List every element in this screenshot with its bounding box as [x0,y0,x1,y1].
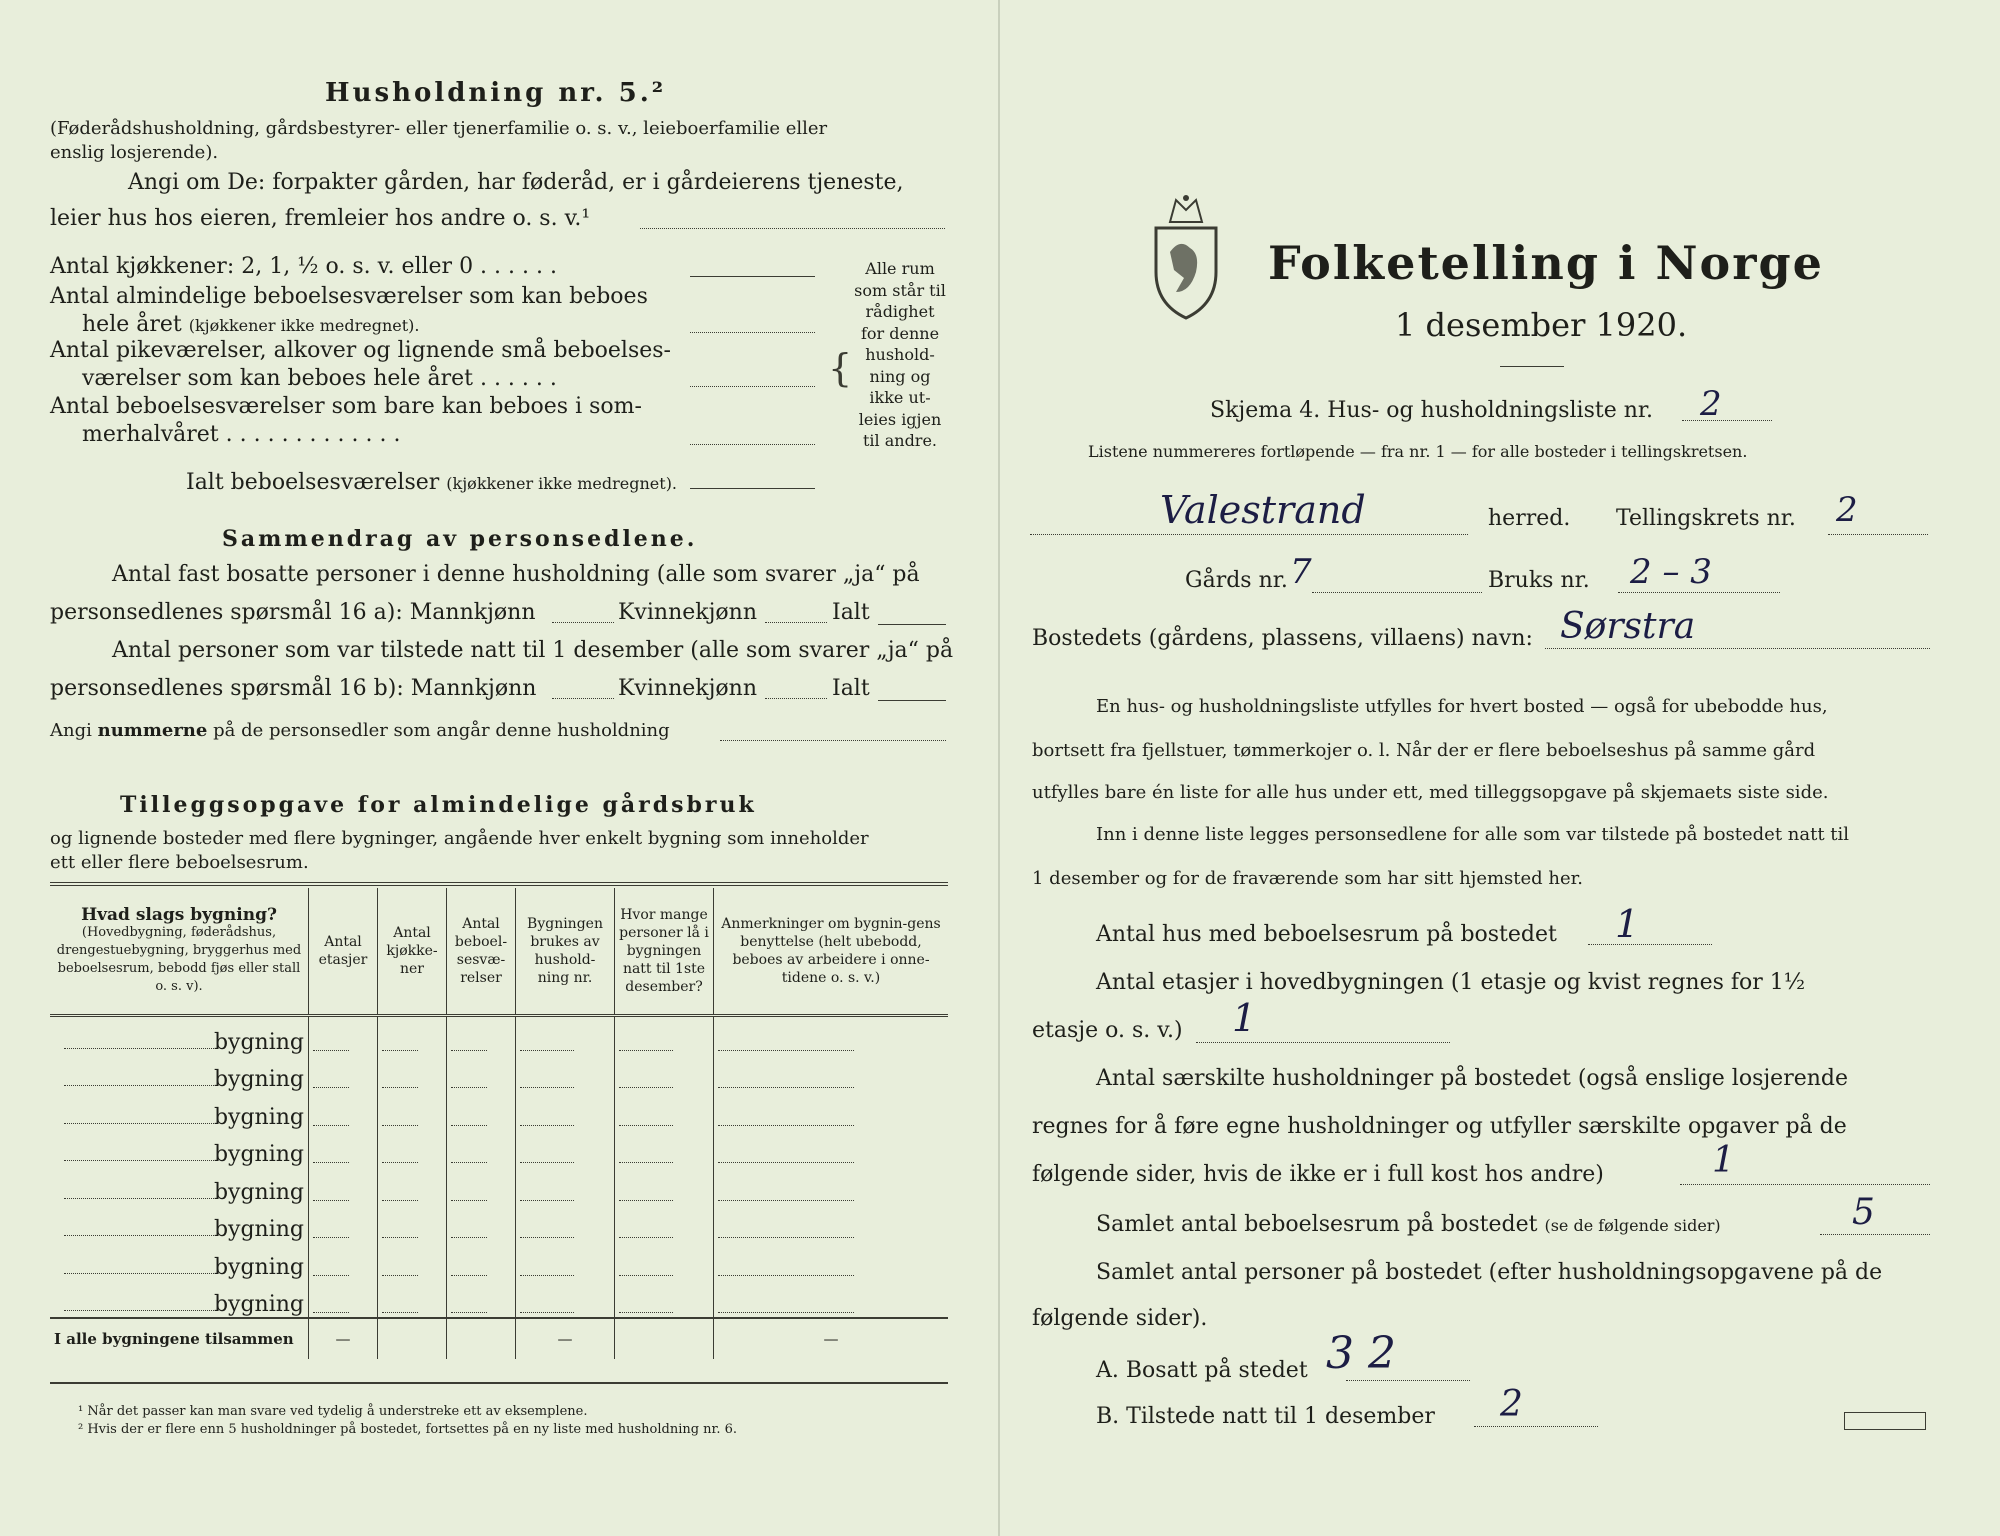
cell-line [520,1312,574,1313]
col-husholdning: Bygningen brukes av hushold-ning nr. [516,888,615,1016]
etasjer-field [1196,1042,1450,1043]
alm-label-1: Antal almindelige beboelsesværelser som kan beboes [50,284,648,309]
tilst-line-1: Antal personer som var tilstede natt til 1 desember (alle som svarer „ja“ på [112,638,954,663]
para-2: bortsett fra fjellstuer, tømmerkojer o. l. Når der er flere beboelseshus på samme gård [1032,740,1816,761]
para-3: utfylles bare én liste for alle hus under ett, med tilleggsopgave på skjemaets siste side. [1032,782,1829,803]
cell-line [718,1237,854,1238]
table-cell[interactable] [714,1055,949,1093]
samlet-rum-value[interactable]: 5 [1852,1192,1875,1233]
building-table [50,888,948,1359]
cell-line [619,1275,673,1276]
table-row [50,1280,948,1319]
alm-label-2: hele året (kjøkkener ikke medregnet). [82,312,420,337]
building-type-field[interactable] [64,1235,214,1236]
samlet-rum-field [1820,1234,1930,1235]
building-type-field[interactable] [64,1160,214,1161]
building-type-field[interactable] [64,1310,214,1311]
cell-line [619,1050,673,1051]
table-cell[interactable] [615,1130,714,1168]
table-cell[interactable] [309,1092,378,1130]
table-cell[interactable] [378,1055,447,1093]
table-cell[interactable] [378,1130,447,1168]
building-row-label: bygning [213,1254,304,1280]
pike-label-1: Antal pikeværelser, alkover og lignende små beboelses- [50,338,671,363]
tilstede-field [1474,1426,1598,1427]
cell-line [520,1050,574,1051]
building-type-field[interactable] [64,1048,214,1049]
cell-line [619,1200,673,1201]
angi-answer-line[interactable] [640,228,945,229]
sommer-field[interactable] [690,444,815,445]
cell-line [520,1200,574,1201]
table-cell[interactable] [309,1280,378,1319]
table-cell[interactable] [516,1130,615,1168]
etasjer-line-2: etasje o. s. v.) [1032,1018,1183,1043]
kjokkener-field[interactable] [690,276,815,277]
pike-label-2: værelser som kan beboes hele året . . . . . . [82,366,557,391]
sum-row [50,1318,948,1359]
hus-field [1588,944,1712,945]
table-top-rule [50,882,948,886]
building-type-cell[interactable] [50,1055,309,1093]
cell-line [619,1125,673,1126]
skjema-field [1682,420,1772,421]
cell-line [451,1275,487,1276]
building-type-cell[interactable] [50,1016,309,1055]
cell-line [619,1087,673,1088]
building-type-cell[interactable] [50,1130,309,1168]
table-row [50,1092,948,1130]
table-cell[interactable] [378,1205,447,1243]
alm-field[interactable] [690,332,815,333]
pike-field[interactable] [690,386,815,387]
table-cell[interactable] [615,1016,714,1055]
side-note: Alle rum som står til rådighet for denne hushold- ning og ikke ut- leies igjen til andre. [854,259,946,450]
cell-line [718,1125,854,1126]
hus-label: Antal hus med beboelsesrum på bostedet [1096,922,1557,947]
samlet-rum-label: Samlet antal beboelsesrum på bostedet (se de følgende sider) [1096,1212,1721,1237]
para-4: Inn i denne liste legges personsedlene for alle som var tilstede på bostedet natt til [1096,824,1850,845]
col-anmerkninger: Anmerkninger om bygnin-gens benyttelse (helt ubebodd, beboes av arbeidere i onne-tidene o. s. v.) [714,888,949,1016]
table-cell[interactable] [447,1280,516,1319]
cell-line [718,1275,854,1276]
fast-line-2: personsedlenes spørsmål 16 a): Mannkjønn [50,600,536,625]
cell-line [520,1237,574,1238]
cell-line [718,1050,854,1051]
census-title: Folketelling i Norge [1268,236,1824,290]
footnote-1: ¹ Når det passer kan man svare ved tydelig å understreke ett av eksemplene. [78,1404,588,1419]
table-cell[interactable] [615,1167,714,1205]
building-type-cell[interactable] [50,1092,309,1130]
right-page [1000,0,2000,1536]
tilst-ialt-field[interactable] [878,700,946,701]
bosatt-label: A. Bosatt på stedet [1096,1358,1308,1383]
table-cell[interactable] [447,1130,516,1168]
cell-line [313,1237,349,1238]
table-cell[interactable] [516,1242,615,1280]
census-date: 1 desember 1920. [1395,306,1688,344]
cell-line [382,1125,418,1126]
table-cell[interactable] [615,1055,714,1093]
building-row-label: bygning [213,1179,304,1205]
tilst-ialt-label: Ialt [832,676,870,701]
para-5: 1 desember og for de fraværende som har sitt hjemsted her. [1032,868,1583,889]
cell-line [520,1087,574,1088]
cell-line [451,1312,487,1313]
building-type-field[interactable] [64,1273,214,1274]
table-cell[interactable] [378,1280,447,1319]
krets-value[interactable]: 2 [1836,490,1858,530]
skjema-value[interactable]: 2 [1700,384,1722,424]
sum-anmerkninger: — [714,1318,949,1359]
para-1: En hus- og husholdningsliste utfylles for hvert bosted — også for ubebodde hus, [1096,696,1828,717]
gards-label: Gårds nr. [1185,568,1288,593]
cell-line [718,1312,854,1313]
cell-line [619,1237,673,1238]
sommer-label-1: Antal beboelsesværelser som bare kan beboes i som- [50,394,642,419]
table-cell[interactable] [615,1092,714,1130]
sum-label: I alle bygningene tilsammen [50,1318,309,1359]
sammendrag-title: Sammendrag av personsedlene. [222,526,698,552]
bruks-field [1618,592,1780,593]
table-cell[interactable] [516,1280,615,1319]
table-cell[interactable] [447,1167,516,1205]
sum-husholdning: — [516,1318,615,1359]
cell-line [313,1312,349,1313]
cell-line [451,1087,487,1088]
table-cell[interactable] [714,1205,949,1243]
table-cell[interactable] [615,1242,714,1280]
table-cell[interactable] [447,1205,516,1243]
table-cell[interactable] [309,1016,378,1055]
sommer-label-2: merhalvåret . . . . . . . . . . . . . [82,422,401,447]
fast-kv-field[interactable] [765,622,827,623]
tilst-line-2: personsedlenes spørsmål 16 b): Mannkjønn [50,676,537,701]
hush-line-3: følgende sider, hvis de ikke er i full kost hos andre) [1032,1162,1604,1187]
fast-kv-label: Kvinnekjønn [618,600,757,625]
cell-line [313,1087,349,1088]
bosted-field [1545,648,1930,649]
skjema-label: Skjema 4. Hus- og husholdningsliste nr. [1210,398,1653,423]
table-row [50,1016,948,1055]
cell-line [313,1200,349,1201]
table-cell[interactable] [516,1167,615,1205]
building-type-cell[interactable] [50,1205,309,1243]
cell-line [619,1312,673,1313]
gards-field [1312,592,1482,593]
numre-field[interactable] [720,740,946,741]
table-row [50,1242,948,1280]
bosatt-value[interactable]: 3 2 [1326,1328,1396,1379]
cell-line [451,1200,487,1201]
printer-stamp [1844,1412,1926,1430]
title-rule [1500,366,1564,367]
table-row [50,1055,948,1093]
table-cell[interactable] [516,1092,615,1130]
table-cell[interactable] [378,1092,447,1130]
hush-line-1: Antal særskilte husholdninger på bostedet (også enslige losjerende [1096,1066,1849,1091]
tilst-kv-field[interactable] [765,698,827,699]
ialt-field[interactable] [690,488,815,489]
bosted-value[interactable]: Sørstra [1560,606,1696,647]
cell-line [313,1275,349,1276]
table-cell[interactable] [714,1167,949,1205]
cell-line [520,1275,574,1276]
cell-line [451,1125,487,1126]
table-cell[interactable] [714,1092,949,1130]
kjokkener-label: Antal kjøkkener: 2, 1, ½ o. s. v. eller 0 . . . . . . [50,254,557,279]
col-hvad: Hvad slags bygning? (Hovedbygning, føderådshus, drengestuebygning, bryggerhus med beboelsesrum, bebodd fjøs eller stall o. s. v). [56,905,302,994]
etasjer-line-1: Antal etasjer i hovedbygningen (1 etasje og kvist regnes for 1½ [1096,970,1806,995]
cell-line [382,1050,418,1051]
household-intro: (Føderådshusholdning, gårdsbestyrer- eller tjenerfamilie o. s. v., leieboerfamilie eller [50,118,828,139]
cell-line [382,1237,418,1238]
brace-icon: { [828,346,853,390]
table-cell[interactable] [447,1016,516,1055]
table-row [50,1130,948,1168]
bosatt-field [1346,1380,1470,1381]
cell-line [520,1125,574,1126]
table-cell[interactable] [714,1016,949,1055]
herred-label: herred. [1488,506,1571,531]
numre-line: Angi nummerne på de personsedler som angår denne husholdning [50,720,670,741]
cell-line [382,1275,418,1276]
table-cell[interactable] [516,1055,615,1093]
building-row-label: bygning [213,1292,304,1317]
building-row-label: bygning [213,1104,304,1130]
fast-ialt-label: Ialt [832,600,870,625]
hush-line-2: regnes for å føre egne husholdninger og utfyller særskilte opgaver på de [1032,1114,1847,1139]
table-cell[interactable] [615,1280,714,1319]
household-title: Husholdning nr. 5.² [325,78,667,108]
cell-line [313,1162,349,1163]
table-cell[interactable] [714,1242,949,1280]
fast-mann-field[interactable] [552,622,614,623]
cell-line [382,1162,418,1163]
tilst-mann-field[interactable] [552,698,614,699]
building-row-label: bygning [213,1217,304,1242]
col-etasjer: Antal etasjer [309,888,378,1016]
table-cell[interactable] [309,1167,378,1205]
building-type-field[interactable] [64,1198,214,1199]
table-bottom-rule [50,1382,948,1384]
table-cell[interactable] [378,1167,447,1205]
building-row-label: bygning [213,1067,304,1092]
cell-line [313,1125,349,1126]
bosted-label: Bostedets (gårdens, plassens, villaens) navn: [1032,626,1533,651]
fast-ialt-field[interactable] [878,624,946,625]
samlet-pers-line-1: Samlet antal personer på bostedet (efter husholdningsopgavene på de [1096,1260,1883,1285]
table-cell[interactable] [378,1016,447,1055]
fast-line-1: Antal fast bosatte personer i denne husholdning (alle som svarer „ja“ på [112,562,920,587]
building-type-field[interactable] [64,1085,214,1086]
building-row-label: bygning [213,1142,304,1167]
cell-line [382,1200,418,1201]
table-cell[interactable] [516,1016,615,1055]
cell-line [619,1162,673,1163]
table-row [50,1205,948,1243]
table-row [50,1167,948,1205]
listene-note: Listene nummereres fortløpende — fra nr. 1 — for alle bosteder i tellingskretsen. [1088,442,1748,461]
table-cell[interactable] [615,1205,714,1243]
footnote-2: ² Hvis der er flere enn 5 husholdninger på bostedet, fortsettes på en ny liste med husholdning nr. 6. [78,1422,738,1437]
table-cell[interactable] [516,1205,615,1243]
cell-line [718,1087,854,1088]
etasjer-value[interactable]: 1 [1232,996,1257,1040]
building-type-field[interactable] [64,1123,214,1124]
herred-field [1030,534,1468,535]
cell-line [718,1200,854,1201]
household-intro-2: enslig losjerende). [50,142,219,163]
tilstede-value[interactable]: 2 [1500,1384,1523,1425]
angi-line-2: leier hus hos eieren, fremleier hos andre o. s. v.¹ [50,206,591,231]
bruks-value[interactable]: 2 – 3 [1630,552,1712,592]
tillegg-title: Tilleggsopgave for almindelige gårdsbruk [120,792,757,818]
table-cell[interactable] [447,1092,516,1130]
table-cell[interactable] [447,1242,516,1280]
hush-field [1680,1184,1930,1185]
table-cell[interactable] [309,1055,378,1093]
krets-field [1828,534,1928,535]
tillegg-sub-2: ett eller flere beboelsesrum. [50,852,309,873]
tilst-kv-label: Kvinnekjønn [618,676,757,701]
tillegg-sub-1: og lignende bosteder med flere bygninger, angående hver enkelt bygning som inneholder [50,828,869,849]
cell-line [451,1050,487,1051]
ialt-label: Ialt beboelsesværelser (kjøkkener ikke medregnet). [186,470,678,495]
building-type-cell[interactable] [50,1167,309,1205]
table-cell[interactable] [309,1205,378,1243]
table-cell[interactable] [378,1242,447,1280]
krets-label: Tellingskrets nr. [1616,506,1796,531]
bruks-label: Bruks nr. [1488,568,1590,593]
cell-line [451,1162,487,1163]
samlet-pers-line-2: følgende sider). [1032,1306,1208,1331]
sum-etasjer: — [309,1318,378,1359]
col-kjokkener: Antal kjøkke-ner [378,888,447,1016]
table-cell[interactable] [447,1055,516,1093]
col-personer: Hvor mange personer lå i bygningen natt til 1ste desember? [615,888,714,1016]
building-row-label: bygning [213,1029,304,1055]
cell-line [451,1237,487,1238]
table-cell[interactable] [714,1130,949,1168]
table-cell[interactable] [714,1280,949,1319]
col-beboelses: Antal beboel-sesvæ-relser [447,888,516,1016]
table-cell[interactable] [309,1242,378,1280]
herred-value[interactable]: Valestrand [1160,488,1366,532]
tilstede-label: B. Tilstede natt til 1 desember [1096,1404,1435,1429]
hush-value[interactable]: 1 [1712,1140,1735,1181]
angi-line-1: Angi om De: forpakter gården, har føderåd, er i gårdeierens tjeneste, [128,170,904,195]
cell-line [382,1087,418,1088]
coat-of-arms-icon [1150,192,1222,322]
cell-line [382,1312,418,1313]
table-cell[interactable] [309,1130,378,1168]
cell-line [520,1162,574,1163]
cell-line [313,1050,349,1051]
building-type-cell[interactable] [50,1242,309,1280]
cell-line [718,1162,854,1163]
hus-value[interactable]: 1 [1615,902,1640,946]
building-type-cell[interactable] [50,1280,309,1319]
gards-value[interactable]: 7 [1290,552,1312,592]
